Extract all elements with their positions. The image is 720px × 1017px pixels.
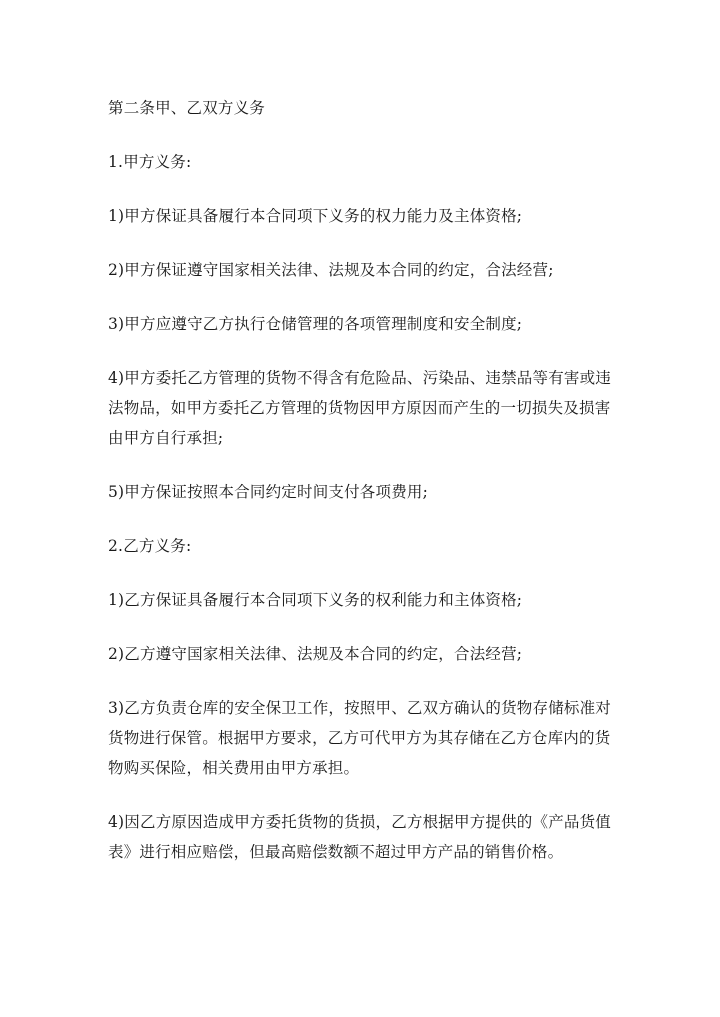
section-heading: 第二条甲、乙双方义务 [108, 99, 266, 117]
party-a-item-3: 3)甲方应遵守乙方执行仓储管理的各项管理制度和安全制度; [108, 315, 523, 333]
party-b-item-4: 4)因乙方原因造成甲方委托货物的货损，乙方根据甲方提供的《产品货值表》进行相应赔偿，但最高赔偿数额不超过甲方产品的销售价格。 [108, 813, 612, 861]
party-a-title: 1.甲方义务: [108, 153, 192, 171]
party-a-item-2: 2)甲方保证遵守国家相关法律、法规及本合同的约定，合法经营; [108, 261, 554, 279]
party-a-item-5: 5)甲方保证按照本合同约定时间支付各项费用; [108, 483, 429, 501]
party-b-item-2: 2)乙方遵守国家相关法律、法规及本合同的约定，合法经营; [108, 645, 523, 663]
party-a-item-1: 1)甲方保证具备履行本合同项下义务的权力能力及主体资格; [108, 207, 523, 225]
party-b-item-1: 1)乙方保证具备履行本合同项下义务的权利能力和主体资格; [108, 591, 523, 609]
document-body [108, 93, 616, 867]
party-b-item-3: 3)乙方负责仓库的安全保卫工作，按照甲、乙双方确认的货物存储标准对货物进行保管。根据甲方要求，乙方可代甲方为其存储在乙方仓库内的货物购买保险，相关费用由甲方承担。 [108, 699, 612, 777]
party-b-title: 2.乙方义务: [108, 537, 192, 555]
party-a-item-4: 4)甲方委托乙方管理的货物不得含有危险品、污染品、违禁品等有害或违法物品，如甲方委托乙方管理的货物因甲方原因而产生的一切损失及损害由甲方自行承担; [108, 369, 612, 447]
